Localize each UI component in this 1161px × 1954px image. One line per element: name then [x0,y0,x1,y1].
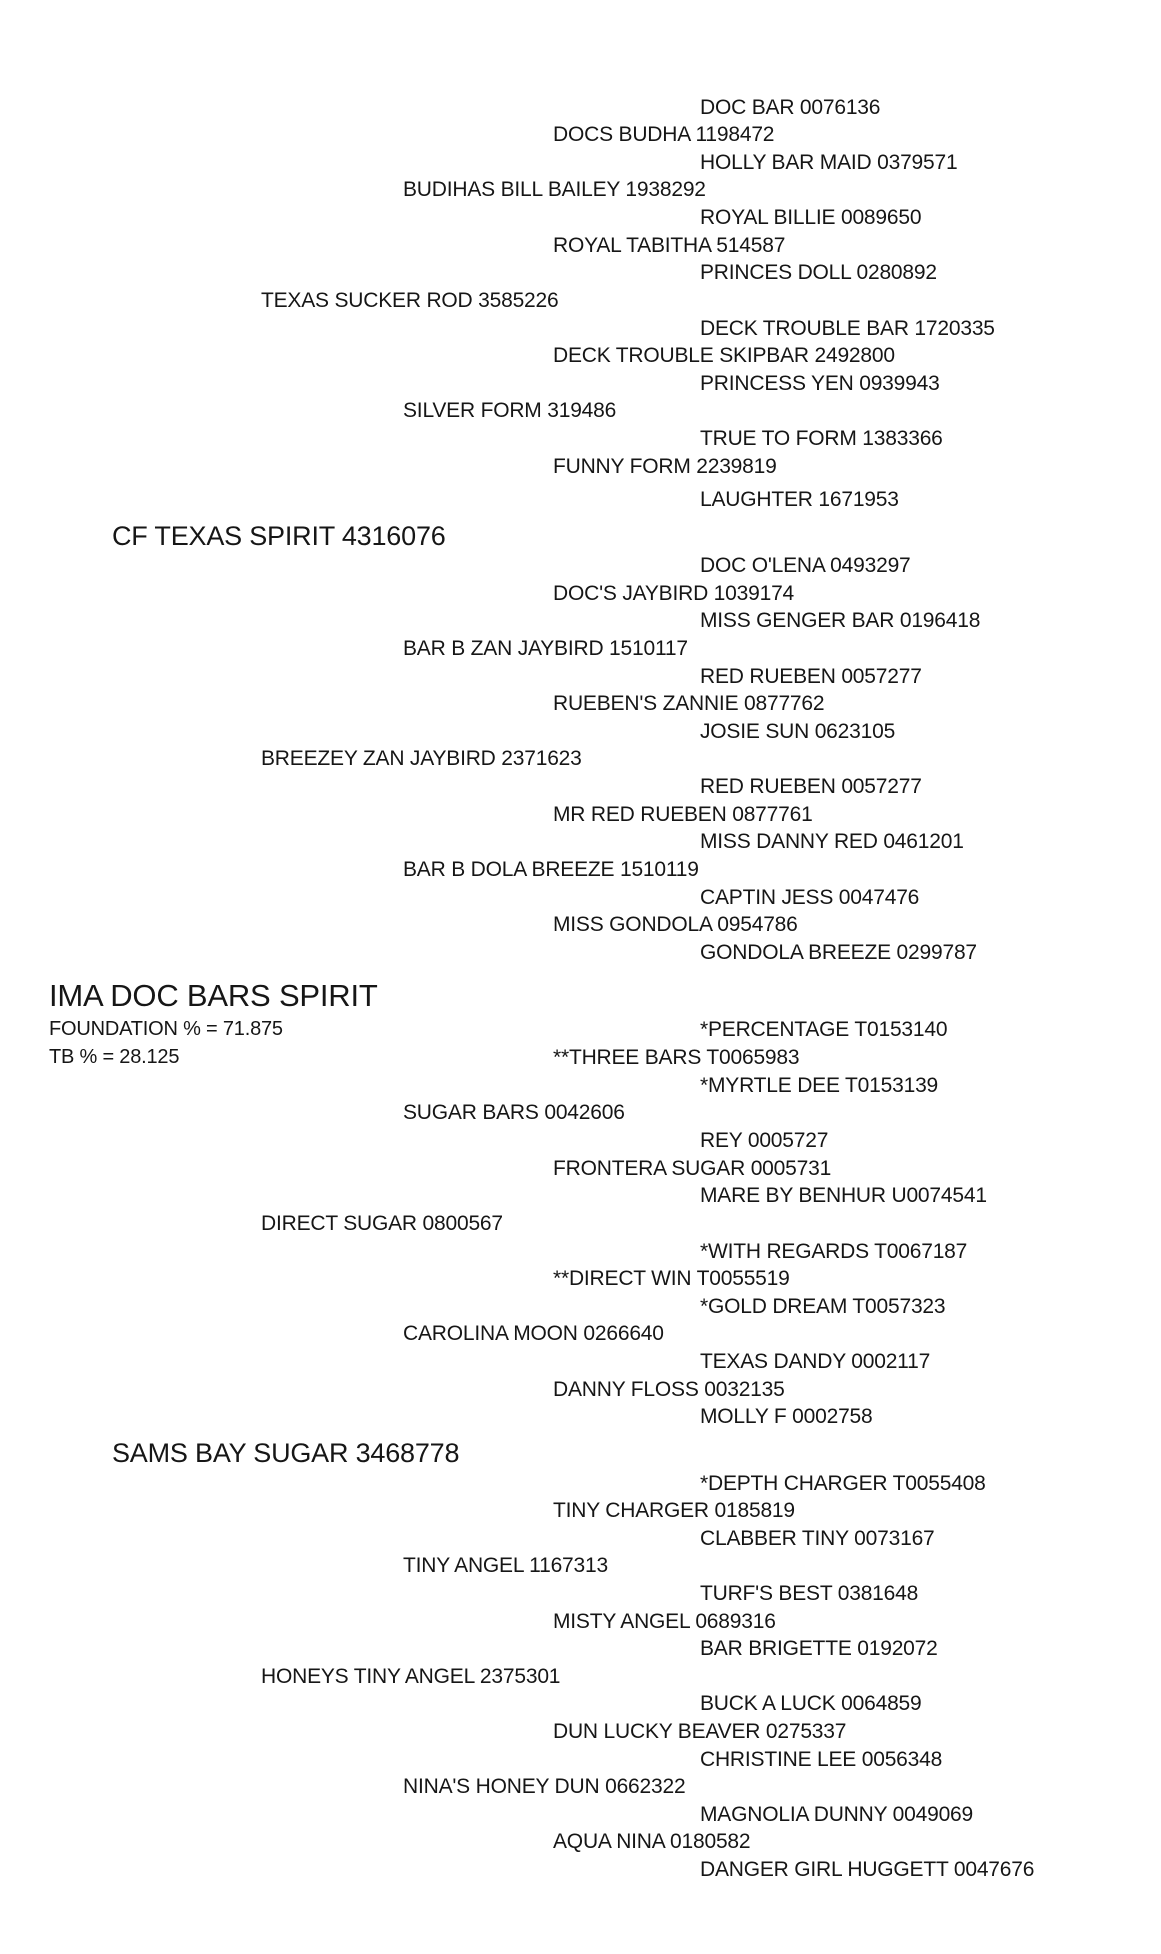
ancestor-g4: **THREE BARS T0065983 [553,1046,800,1069]
ancestor-g4: DANNY FLOSS 0032135 [553,1378,785,1401]
ancestor-g5: TURF'S BEST 0381648 [700,1582,919,1605]
ancestor-g5: RED RUEBEN 0057277 [700,775,922,798]
ancestor-g4: TINY CHARGER 0185819 [553,1499,795,1522]
ancestor-g3: BUDIHAS BILL BAILEY 1938292 [403,178,706,201]
ancestor-g4: **DIRECT WIN T0055519 [553,1267,790,1290]
ancestor-g2: DIRECT SUGAR 0800567 [261,1212,503,1235]
tb-percentage: TB % = 28.125 [49,1046,180,1068]
ancestor-g4: DOC'S JAYBIRD 1039174 [553,582,795,605]
ancestor-g4: FRONTERA SUGAR 0005731 [553,1157,832,1180]
ancestor-g4: DECK TROUBLE SKIPBAR 2492800 [553,344,895,367]
ancestor-g4: MISTY ANGEL 0689316 [553,1610,776,1633]
ancestor-g4: ROYAL TABITHA 514587 [553,234,786,257]
ancestor-g4: FUNNY FORM 2239819 [553,455,777,478]
ancestor-g5: DECK TROUBLE BAR 1720335 [700,317,995,340]
ancestor-g5: GONDOLA BREEZE 0299787 [700,941,977,964]
ancestor-g5: MARE BY BENHUR U0074541 [700,1184,987,1207]
ancestor-g5: DOC BAR 0076136 [700,96,881,119]
ancestor-g5: PRINCESS YEN 0939943 [700,372,940,395]
ancestor-g5: JOSIE SUN 0623105 [700,720,896,743]
ancestor-g5: DANGER GIRL HUGGETT 0047676 [700,1858,1035,1881]
ancestor-g5: RED RUEBEN 0057277 [700,665,922,688]
ancestor-g5: *MYRTLE DEE T0153139 [700,1074,939,1097]
ancestor-g4: AQUA NINA 0180582 [553,1830,751,1853]
dam-name: SAMS BAY SUGAR 3468778 [112,1438,460,1468]
ancestor-g5: TRUE TO FORM 1383366 [700,427,943,450]
ancestor-g5: CHRISTINE LEE 0056348 [700,1748,943,1771]
ancestor-g5: ROYAL BILLIE 0089650 [700,206,922,229]
ancestor-g3: BAR B ZAN JAYBIRD 1510117 [403,637,688,660]
foundation-percentage: FOUNDATION % = 71.875 [49,1018,283,1040]
ancestor-g3: BAR B DOLA BREEZE 1510119 [403,858,699,881]
ancestor-g2: BREEZEY ZAN JAYBIRD 2371623 [261,747,582,770]
ancestor-g5: MISS GENGER BAR 0196418 [700,609,981,632]
ancestor-g5: *WITH REGARDS T0067187 [700,1240,968,1263]
ancestor-g5: DOC O'LENA 0493297 [700,554,911,577]
sire-name: CF TEXAS SPIRIT 4316076 [112,521,446,551]
ancestor-g4: MR RED RUEBEN 0877761 [553,803,813,826]
ancestor-g5: *PERCENTAGE T0153140 [700,1018,948,1041]
ancestor-g5: BUCK A LUCK 0064859 [700,1692,922,1715]
ancestor-g4: DOCS BUDHA 1198472 [553,123,775,146]
ancestor-g4: RUEBEN'S ZANNIE 0877762 [553,692,825,715]
ancestor-g5: *GOLD DREAM T0057323 [700,1295,946,1318]
ancestor-g5: REY 0005727 [700,1129,829,1152]
ancestor-g5: MOLLY F 0002758 [700,1405,873,1428]
ancestor-g5: LAUGHTER 1671953 [700,488,899,511]
ancestor-g3: CAROLINA MOON 0266640 [403,1322,664,1345]
ancestor-g2: HONEYS TINY ANGEL 2375301 [261,1665,561,1688]
ancestor-g5: TEXAS DANDY 0002117 [700,1350,931,1373]
ancestor-g4: DUN LUCKY BEAVER 0275337 [553,1720,847,1743]
ancestor-g4: MISS GONDOLA 0954786 [553,913,798,936]
ancestor-g5: PRINCES DOLL 0280892 [700,261,937,284]
ancestor-g3: TINY ANGEL 1167313 [403,1554,608,1577]
ancestor-g3: NINA'S HONEY DUN 0662322 [403,1775,686,1798]
ancestor-g5: CAPTIN JESS 0047476 [700,886,920,909]
ancestor-g5: MISS DANNY RED 0461201 [700,830,964,853]
ancestor-g3: SUGAR BARS 0042606 [403,1101,625,1124]
ancestor-g5: *DEPTH CHARGER T0055408 [700,1472,986,1495]
ancestor-g5: HOLLY BAR MAID 0379571 [700,151,958,174]
ancestor-g3: SILVER FORM 319486 [403,399,617,422]
ancestor-g2: TEXAS SUCKER ROD 3585226 [261,289,559,312]
ancestor-g5: BAR BRIGETTE 0192072 [700,1637,938,1660]
subject-horse-name: IMA DOC BARS SPIRIT [49,978,378,1013]
ancestor-g5: MAGNOLIA DUNNY 0049069 [700,1803,974,1826]
ancestor-g5: CLABBER TINY 0073167 [700,1527,935,1550]
